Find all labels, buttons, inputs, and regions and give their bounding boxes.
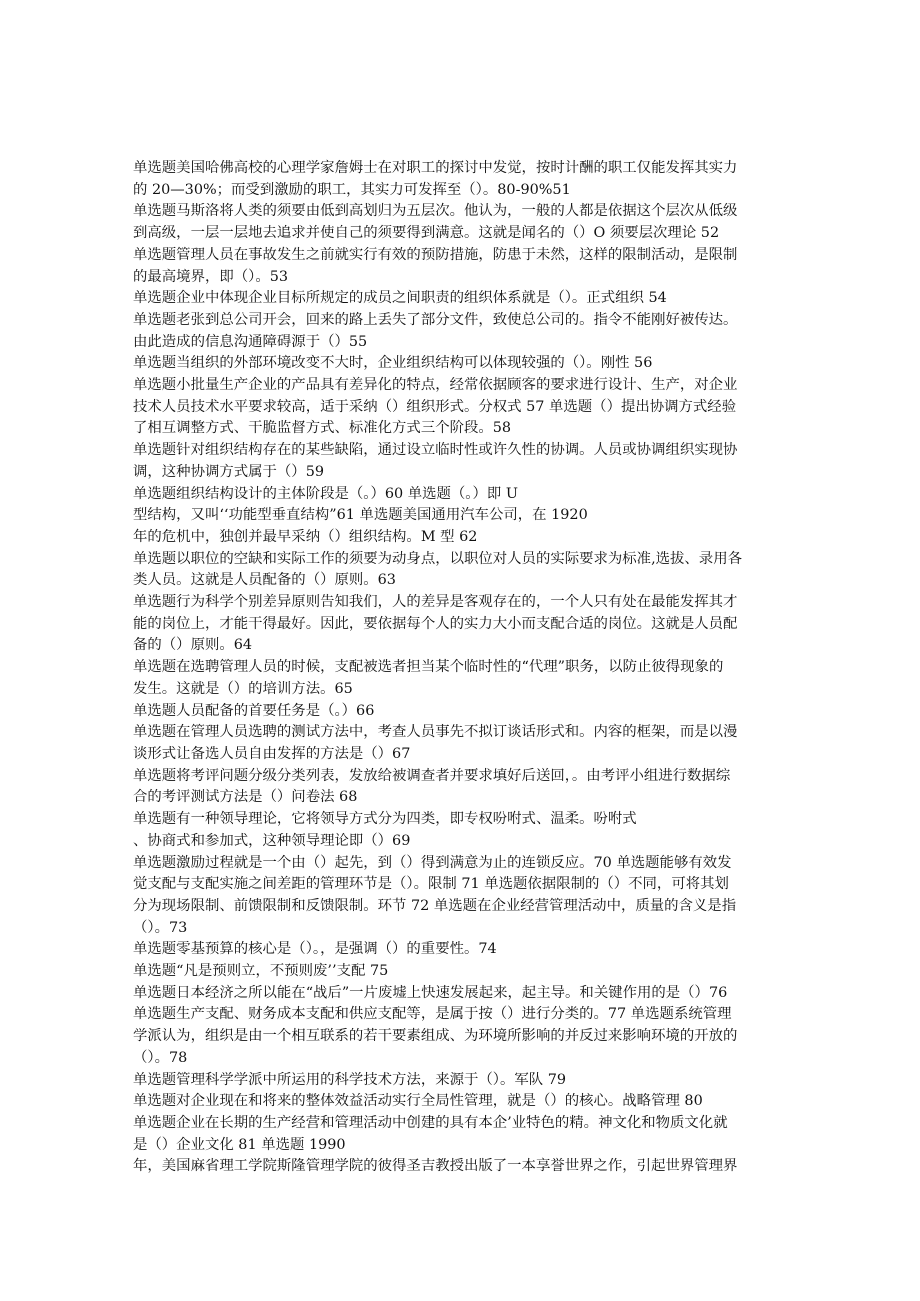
text-line: 单选题人员配备的首要任务是（。）66 <box>133 702 375 719</box>
text-line: 由此造成的信息沟通障碍源于（）55 <box>133 333 368 350</box>
text-line: 能的岗位上，才能干得最好。因此，要依据每个人的实力大小而支配合适的岗位。这就是人员配 <box>133 615 738 632</box>
text-line: 单选题企业在长期的生产经营和管理活动中创建的具有本企’业特色的精。神文化和物质文化就 <box>133 1114 728 1131</box>
text-line: 单选题组织结构设计的主体阶段是（。）60 单选题（。）即 U <box>133 485 518 502</box>
text-line: 调，这种协调方式属于（）59 <box>133 463 324 480</box>
text-line: 的最高境界，即（）。53 <box>133 268 289 285</box>
text-line: 单选题将考评问题分级分类列表，发放给被调查者并要求填好后送回，。由考评小组进行数据综 <box>133 767 731 784</box>
text-line: 学派认为，组织是由一个相互联系的若干要素组成、为环境所影响的并反过来影响环境的开放的 <box>133 1028 738 1045</box>
text-line: 单选题零基预算的核心是（）。，是强调（）的重要性。74 <box>133 941 497 958</box>
text-line: （）。78 <box>133 1049 188 1066</box>
text-line: 单选题行为科学个别差异原则告知我们，人的差异是客观存在的，一个人只有处在最能发挥其才 <box>133 594 738 611</box>
text-line: 年的危机中，独创并最早采纳（）组织结构。M 型 62 <box>133 528 478 545</box>
text-line: 发生。这就是（）的培训方法。65 <box>133 680 353 697</box>
text-line: 单选题美国哈佛高校的心理学家詹姆士在对职工的探讨中发觉，按时计酬的职工仅能发挥其实力 <box>133 160 738 176</box>
text-line: 分为现场限制、前馈限制和反馈限制。环节 72 单选题在企业经营管理活动中，质量的含义是指 <box>133 897 737 914</box>
text-line: 年，美国麻省理工学院斯隆管理学院的彼得圣吉教授出版了一本享誉世界之作，引起世界管理界 <box>133 1158 738 1175</box>
text-line: 单选题激励过程就是一个由（）起先，到（）得到满意为止的连锁反应。70 单选题能够有效发 <box>133 854 732 871</box>
text-line: 技术人员技术水平要求较高，适于采纳（）组织形式。分权式 57 单选题（）提出协调方式经验 <box>133 398 737 415</box>
text-line: 合的考评测试方法是（）问卷法 68 <box>133 789 358 806</box>
text-line: 单选题老张到总公司开会，回来的路上丢失了部分文件，致使总公司的。指令不能刚好被传达。 <box>133 311 738 328</box>
text-line: 单选题马斯洛将人类的须要由低到高划归为五层次。他认为，一般的人都是依据这个层次从低级 <box>133 203 738 220</box>
text-line: 单选题在管理人员选聘的测试方法中，考查人员事先不拟订谈话形式和。内容的框架，而是以漫 <box>133 724 738 741</box>
text-line: 型结构，又叫‘‘功能型垂直结构”61 单选题美国通用汽车公司，在 1920 <box>133 507 588 524</box>
text-line: （）。73 <box>133 919 188 936</box>
text-line: 是（）企业文化 81 单选题 1990 <box>133 1136 346 1153</box>
text-line: 单选题针对组织结构存在的某些缺陷，通过设立临时性或许久性的协调。人员或协调组织实现协 <box>133 442 738 459</box>
text-line: 单选题小批量生产企业的产品具有差异化的特点，经常依据顾客的要求进行设计、生产，对企业 <box>133 377 738 394</box>
text-line: 单选题在选聘管理人员的时候，支配被选者担当某个临时性的“代理”职务，以防止彼得现象的 <box>133 659 724 676</box>
document-body <box>133 158 793 1178</box>
text-line: 单选题以职位的空缺和实际工作的须要为动身点，以职位对人员的实际要求为标准,选拔、录用各 <box>133 550 742 567</box>
text-line: 单选题有一种领导理论，它将领导方式分为四类，即专权吩咐式、温柔。吩咐式 <box>133 811 637 828</box>
text-line: 单选题管理科学学派中所运用的科学技术方法，来源于（）。军队 79 <box>133 1071 567 1088</box>
text-line: 单选题企业中体现企业目标所规定的成员之间职责的组织体系就是（）。正式组织 54 <box>133 290 667 307</box>
text-line: 谈形式让备选人员自由发挥的方法是（）67 <box>133 745 411 762</box>
text-line: 单选题生产支配、财务成本支配和供应支配等，是属于按（）进行分类的。77 单选题系统管理 <box>133 1006 732 1023</box>
text-line: 单选题管理人员在事故发生之前就实行有效的预防措施，防患于未然，这样的限制活动，是限制 <box>133 246 738 263</box>
text-line: 、协商式和参加式，这种领导理论即（）69 <box>133 832 411 849</box>
text-line: 单选题日本经济之所以能在“战后”一片废墟上快速发展起来，起主导。和关键作用的是（）76 <box>133 984 728 1001</box>
text-line: 了相互调整方式、干脆监督方式、标准化方式三个阶段。58 <box>133 420 512 437</box>
text-line: 到高级，一层一层地去追求并使自己的须要得到满意。这就是闻名的（）O 须要层次理论 52 <box>133 225 720 242</box>
text-line: 觉支配与支配实施之间差距的管理环节是（）。限制 71 单选题依据限制的（）不同，可将其划 <box>133 876 729 893</box>
text-line: 备的（）原则。64 <box>133 637 253 654</box>
text-line: 单选题当组织的外部环境改变不大时，企业组织结构可以体现较强的（）。刚性 56 <box>133 355 653 372</box>
text-line: 单选题“凡是预则立，不预则废’’支配 75 <box>133 963 389 980</box>
text-line: 单选题对企业现在和将来的整体效益活动实行全局性管理，就是（）的核心。战略管理 80 <box>133 1093 703 1110</box>
text-line: 的 20—30%；而受到激励的职工，其实力可发挥至（）。80-90%51 <box>133 181 571 198</box>
text-line: 类人员。这就是人员配备的（）原则。63 <box>133 572 396 589</box>
